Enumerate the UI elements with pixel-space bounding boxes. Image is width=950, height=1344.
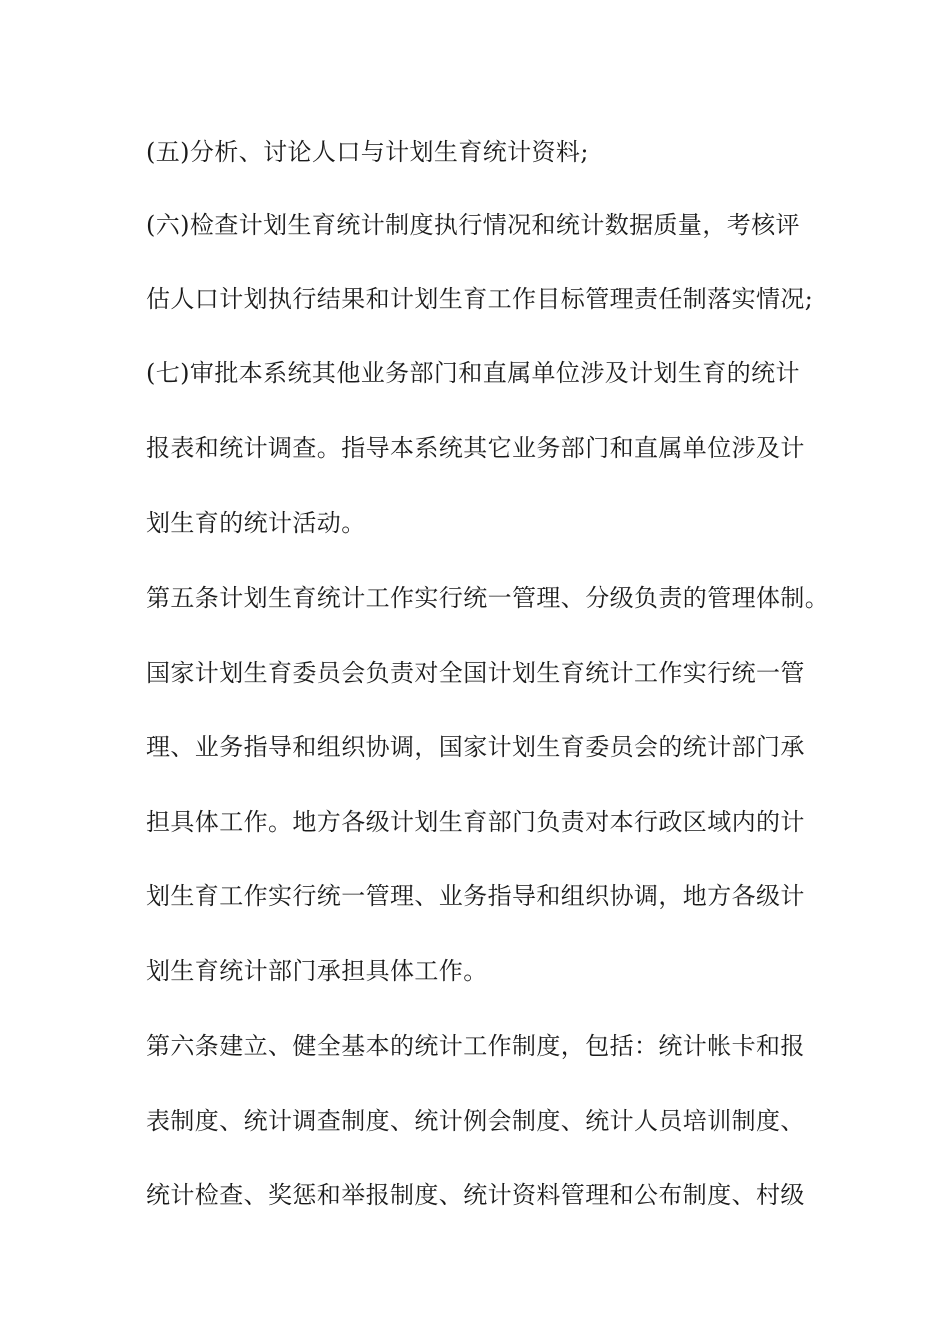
text-line: (七)审批本系统其他业务部门和直属单位涉及计划生育的统计 <box>146 359 800 387</box>
text-line: 划生育的统计活动。 <box>146 509 366 537</box>
text-line: 报表和统计调查。指导本系统其它业务部门和直属单位涉及计 <box>146 434 805 462</box>
text-line: 第五条计划生育统计工作实行统一管理、分级负责的管理体制。 <box>146 584 830 612</box>
text-line: 第六条建立、健全基本的统计工作制度，包括：统计帐卡和报 <box>146 1032 805 1060</box>
text-line: 担具体工作。地方各级计划生育部门负责对本行政区域内的计 <box>146 808 805 836</box>
text-line: (六)检查计划生育统计制度执行情况和统计数据质量，考核评 <box>146 211 800 239</box>
text-line: 统计检查、奖惩和举报制度、统计资料管理和公布制度、村级 <box>146 1181 805 1209</box>
text-line: 表制度、统计调查制度、统计例会制度、统计人员培训制度、 <box>146 1107 805 1135</box>
text-line: 划生育统计部门承担具体工作。 <box>146 957 488 985</box>
text-line: 理、业务指导和组织协调，国家计划生育委员会的统计部门承 <box>146 733 805 761</box>
text-line: 划生育工作实行统一管理、业务指导和组织协调，地方各级计 <box>146 882 805 910</box>
text-line: (五)分析、讨论人口与计划生育统计资料; <box>146 138 589 166</box>
text-line: 国家计划生育委员会负责对全国计划生育统计工作实行统一管 <box>146 659 805 687</box>
text-line: 估人口计划执行结果和计划生育工作目标管理责任制落实情况; <box>146 285 814 313</box>
